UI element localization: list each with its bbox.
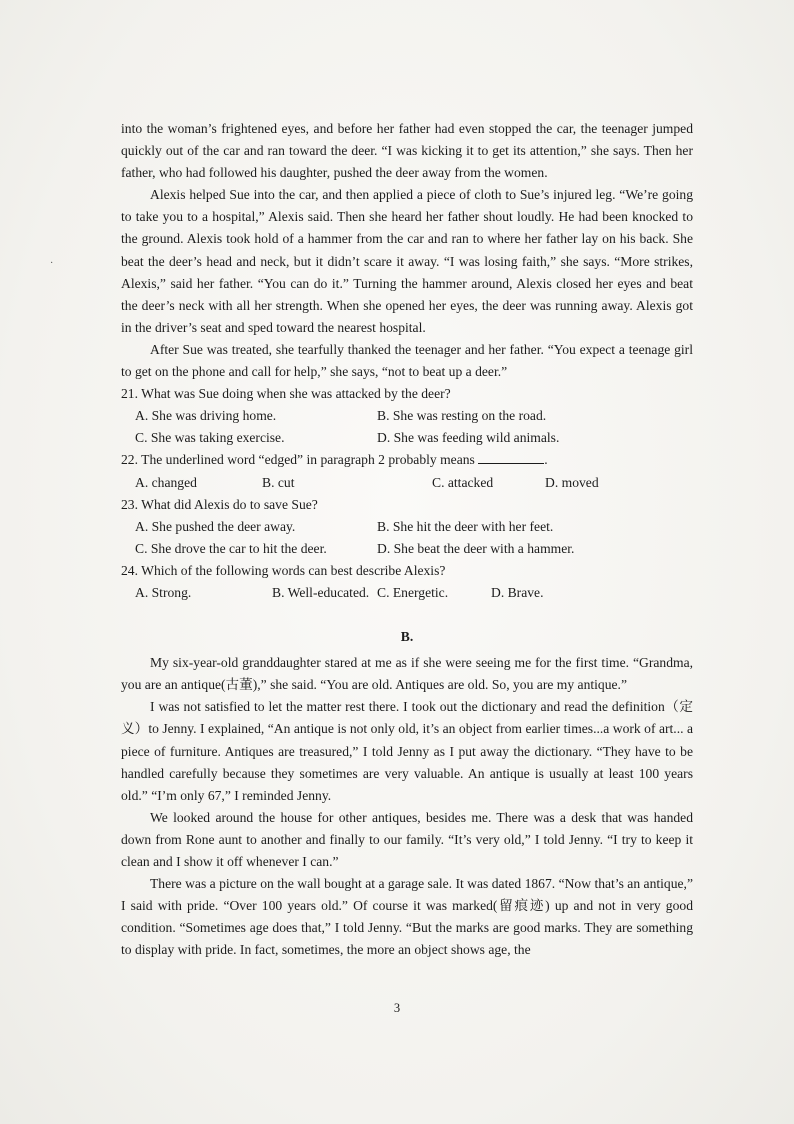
passage-a-paragraph: into the woman’s frightened eyes, and before her father had even stopped the car, the teenager jumped quickly out of the car and ran toward the deer. “I was kicking it to get its attention,” she says. Then her father, who had followed his daughter, pushed the deer away from the women. — [121, 121, 693, 181]
options-row — [135, 427, 693, 449]
option-b: B. Well-educated. — [272, 584, 370, 600]
answer-blank — [478, 451, 544, 464]
question-22 — [121, 449, 693, 493]
options-row — [135, 516, 693, 538]
options-row — [135, 538, 693, 560]
question-stem: 23. What did Alexis do to save Sue? — [121, 496, 318, 512]
option-d: D. She was feeding wild animals. — [377, 430, 560, 446]
option-c: C. attacked — [432, 474, 494, 490]
option-d: D. Brave. — [491, 584, 544, 600]
question-stem-end: . — [544, 452, 548, 468]
option-c: C. She drove the car to hit the deer. — [135, 540, 327, 556]
option-c: C. Energetic. — [377, 584, 449, 600]
passage-b-paragraph: I was not satisfied to let the matter rest there. I took out the dictionary and read the definition（定义）to Jenny. I explained, “An antique is not only old, it’s an object from earlier times...a work of art... a piece of furniture. Antiques are treasured,” I told Jenny as I put away the dictionary. “They have to be handled carefully because they sometimes are very valuable. An antique is usually at least 100 years old.” “I’m only 67,” I reminded Jenny. — [121, 699, 693, 803]
option-a: A. She pushed the deer away. — [135, 518, 296, 534]
passage-a-paragraph: Alexis helped Sue into the car, and then applied a piece of cloth to Sue’s injured leg. “We’re going to take you to a hospital,” Alexis said. Then she heard her father shout loudly. He had been knocked to the ground. Alexis took hold of a hammer from the car and ran to where her father lay on his back. She beat the deer’s head and neck, but it didn’t scare it away. “I was losing faith,” she says. “More strikes, Alexis,” said her father. “You can do it.” Turning the hammer around, Alexis closed her eyes and beat the deer’s neck with all her strength. When she opened her eyes, the deer was running away. Alexis got in the driver’s seat and sped toward the nearest hospital. — [121, 187, 693, 335]
option-a: A. Strong. — [135, 584, 192, 600]
question-21 — [121, 383, 693, 449]
question-stem: 21. What was Sue doing when she was attacked by the deer? — [121, 386, 451, 402]
passage-b-paragraph: There was a picture on the wall bought at a garage sale. It was dated 1867. “Now that’s an antique,” I said with pride. “Over 100 years old.” Of course it was marked(留痕迹) up and not in very good condition. “Sometimes age does that,” I told Jenny. “But the marks are good marks. They are something to display with pride. In fact, sometimes, the more an object shows age, the — [121, 876, 693, 958]
question-24 — [121, 560, 693, 604]
passage-b-paragraph: My six-year-old granddaughter stared at me as if she were seeing me for the first time. “Grandma, you are an antique(古董),” she said. “You are old. Antiques are old. So, you are my antique.” — [121, 655, 693, 693]
question-stem: 24. Which of the following words can best describe Alexis? — [121, 562, 446, 578]
page-number: 3 — [393, 1001, 401, 1015]
passage-a-paragraph: After Sue was treated, she tearfully thanked the teenager and her father. “You expect a teenage girl to get on the phone and call for help,” she says, “not to beat up a deer.” — [121, 341, 693, 380]
option-b: B. She was resting on the road. — [377, 408, 547, 424]
question-stem — [121, 449, 693, 471]
option-d: D. moved — [545, 474, 599, 490]
options-row — [135, 582, 693, 604]
page-content — [121, 118, 693, 961]
option-b: B. She hit the deer with her feet. — [377, 518, 554, 534]
option-d: D. She beat the deer with a hammer. — [377, 540, 575, 556]
question-stem-text: 22. The underlined word “edged” in paragraph 2 probably means — [121, 452, 475, 468]
option-c: C. She was taking exercise. — [135, 430, 285, 446]
option-a: A. changed — [135, 474, 197, 490]
margin-mark: · — [50, 258, 54, 269]
option-a: A. She was driving home. — [135, 408, 277, 424]
question-23 — [121, 494, 693, 560]
passage-b-paragraph: We looked around the house for other antiques, besides me. There was a desk that was handed down from Rone aunt to another and finally to our family. “It’s very old,” I told Jenny. “I try to keep it clean and I show it off whenever I can.” — [121, 809, 693, 869]
options-row — [135, 472, 693, 494]
section-heading: B. — [400, 629, 414, 645]
options-row — [135, 405, 693, 427]
option-b: B. cut — [262, 474, 295, 490]
